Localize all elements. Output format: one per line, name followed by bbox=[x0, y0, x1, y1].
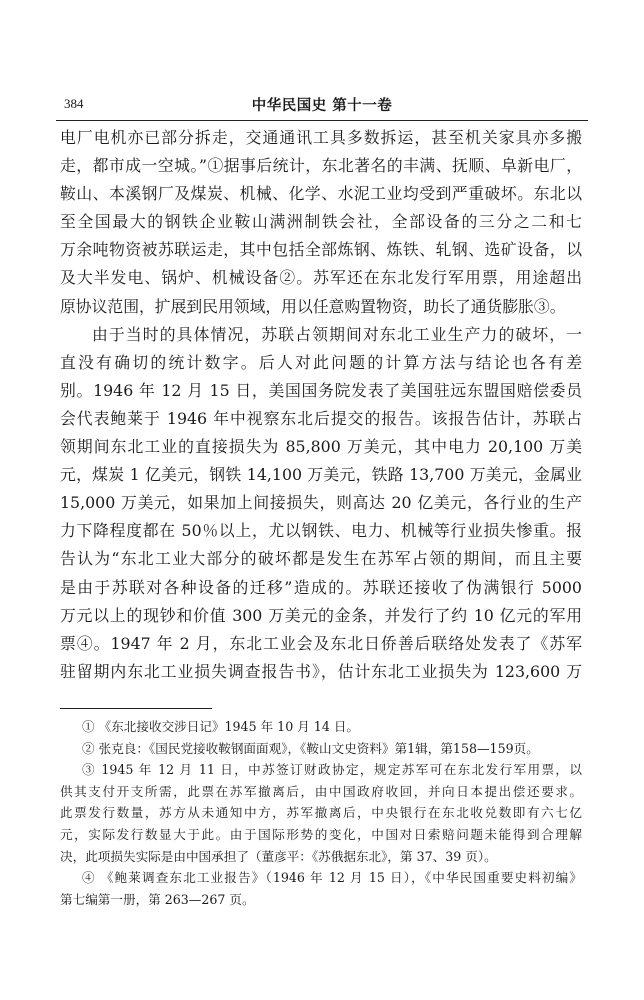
footnote-line: 第七编第一册，第 263—267 页。 bbox=[60, 891, 255, 907]
footnote-line: 供其支付开支所需，此票在苏军撤离后，由中国政府收回，并向日本提出偿还要求。 bbox=[60, 783, 582, 799]
body-line: 领期间东北工业的直接损失为 85,800 万美元，其中电力 20,100 万美 bbox=[60, 437, 582, 457]
footnote-rule bbox=[60, 708, 212, 709]
body-line: 万余吨物资被苏联运走，其中包括全部炼钢、炼铁、轧钢、选矿设备，以 bbox=[60, 240, 582, 260]
body-line: 是由于苏联对各种设备的迁移”造成的。苏联还接收了伪满银行 5000 bbox=[60, 577, 582, 597]
body-line: 会代表鲍莱于 1946 年中视察东北后提交的报告。该报告估计，苏联占 bbox=[60, 408, 582, 428]
footnote-line: ① 《东北接收交涉日记》1945 年 10 月 14 日。 bbox=[82, 719, 360, 734]
body-line: 及大半发电、锅炉、机械设备②。苏军还在东北发行军用票，用途超出 bbox=[60, 268, 582, 288]
body-line: 票④。1947 年 2 月，东北工业会及东北日侨善后联络处发表了《苏军 bbox=[60, 633, 582, 653]
body-line: 力下降程度都在 50％以上，尤以钢铁、电力、机械等行业损失惨重。报 bbox=[60, 521, 582, 541]
running-title: 中华民国史 第十一卷 bbox=[251, 97, 393, 114]
footnote-line: 决，此项损失实际是由中国承担了（董彦平：《苏俄据东北》，第 37、39 页）。 bbox=[60, 848, 497, 864]
body-line: 15,000 万美元，如果加上间接损失，则高达 20 亿美元，各行业的生产 bbox=[60, 493, 582, 513]
footnote-line: ③ 1945 年 12 月 11 日，中苏签订财政协定，规定苏军可在东北发行军用票，以 bbox=[82, 762, 582, 778]
body-line: 别。1946 年 12 月 15 日，美国国务院发表了美国驻远东盟国赔偿委员 bbox=[60, 380, 582, 400]
footnote-line: ② 张克良：《国民党接收鞍钢面面观》，《鞍山文史资料》第1辑，第158—159页。 bbox=[82, 740, 539, 756]
page-header bbox=[56, 94, 588, 118]
footnote-line: 元，实际发行数显大于此。由于国际形势的变化，中国对日索赔问题未能得到合理解 bbox=[60, 826, 582, 842]
body-line: 走，都市成一空城。”①据事后统计，东北著名的丰满、抚顺、阜新电厂， bbox=[60, 156, 582, 176]
body-line: 元，煤炭 1 亿美元，钢铁 14,100 万美元，铁路 13,700 万美元，金属业 bbox=[60, 465, 582, 485]
body-line: 至全国最大的钢铁企业鞍山满洲制铁会社，全部设备的三分之二和七 bbox=[60, 212, 582, 232]
body-line: 电厂电机亦已部分拆走，交通通讯工具多数拆运，甚至机关家具亦多搬 bbox=[60, 128, 582, 147]
footnotes bbox=[60, 716, 582, 910]
body-line: 驻留期内东北工业损失调查报告书》，估计东北工业损失为 123,600 万 bbox=[60, 661, 582, 681]
footnote-line: 此票发行数量，苏方从未通知中方，苏军撤离后，中央银行在东北收兑数即有六七亿 bbox=[60, 805, 582, 821]
page-number: 384 bbox=[64, 96, 84, 111]
body-line: 由于当时的具体情况，苏联占领期间对东北工业生产力的破坏，一 bbox=[92, 324, 582, 344]
body-line: 鞍山、本溪钢厂及煤炭、机械、化学、水泥工业均受到严重破坏。东北以 bbox=[60, 184, 582, 204]
body-line: 直没有确切的统计数字。后人对此问题的计算方法与结论也各有差 bbox=[60, 352, 582, 372]
body-text bbox=[60, 124, 582, 686]
body-line: 原协议范围，扩展到民用领域，用以任意购置物资，助长了通货膨胀③。 bbox=[60, 296, 566, 316]
body-line: 告认为“东北工业大部分的破坏都是发生在苏军占领的期间，而且主要 bbox=[60, 549, 582, 569]
footnote-line: ④ 《鲍莱调查东北工业报告》（1946 年 12 月 15 日），《中华民国重要史料初编》 bbox=[82, 870, 582, 886]
header-rule bbox=[56, 120, 588, 121]
body-line: 万元以上的现钞和价值 300 万美元的金条，并发行了约 10 亿元的军用 bbox=[60, 605, 582, 625]
